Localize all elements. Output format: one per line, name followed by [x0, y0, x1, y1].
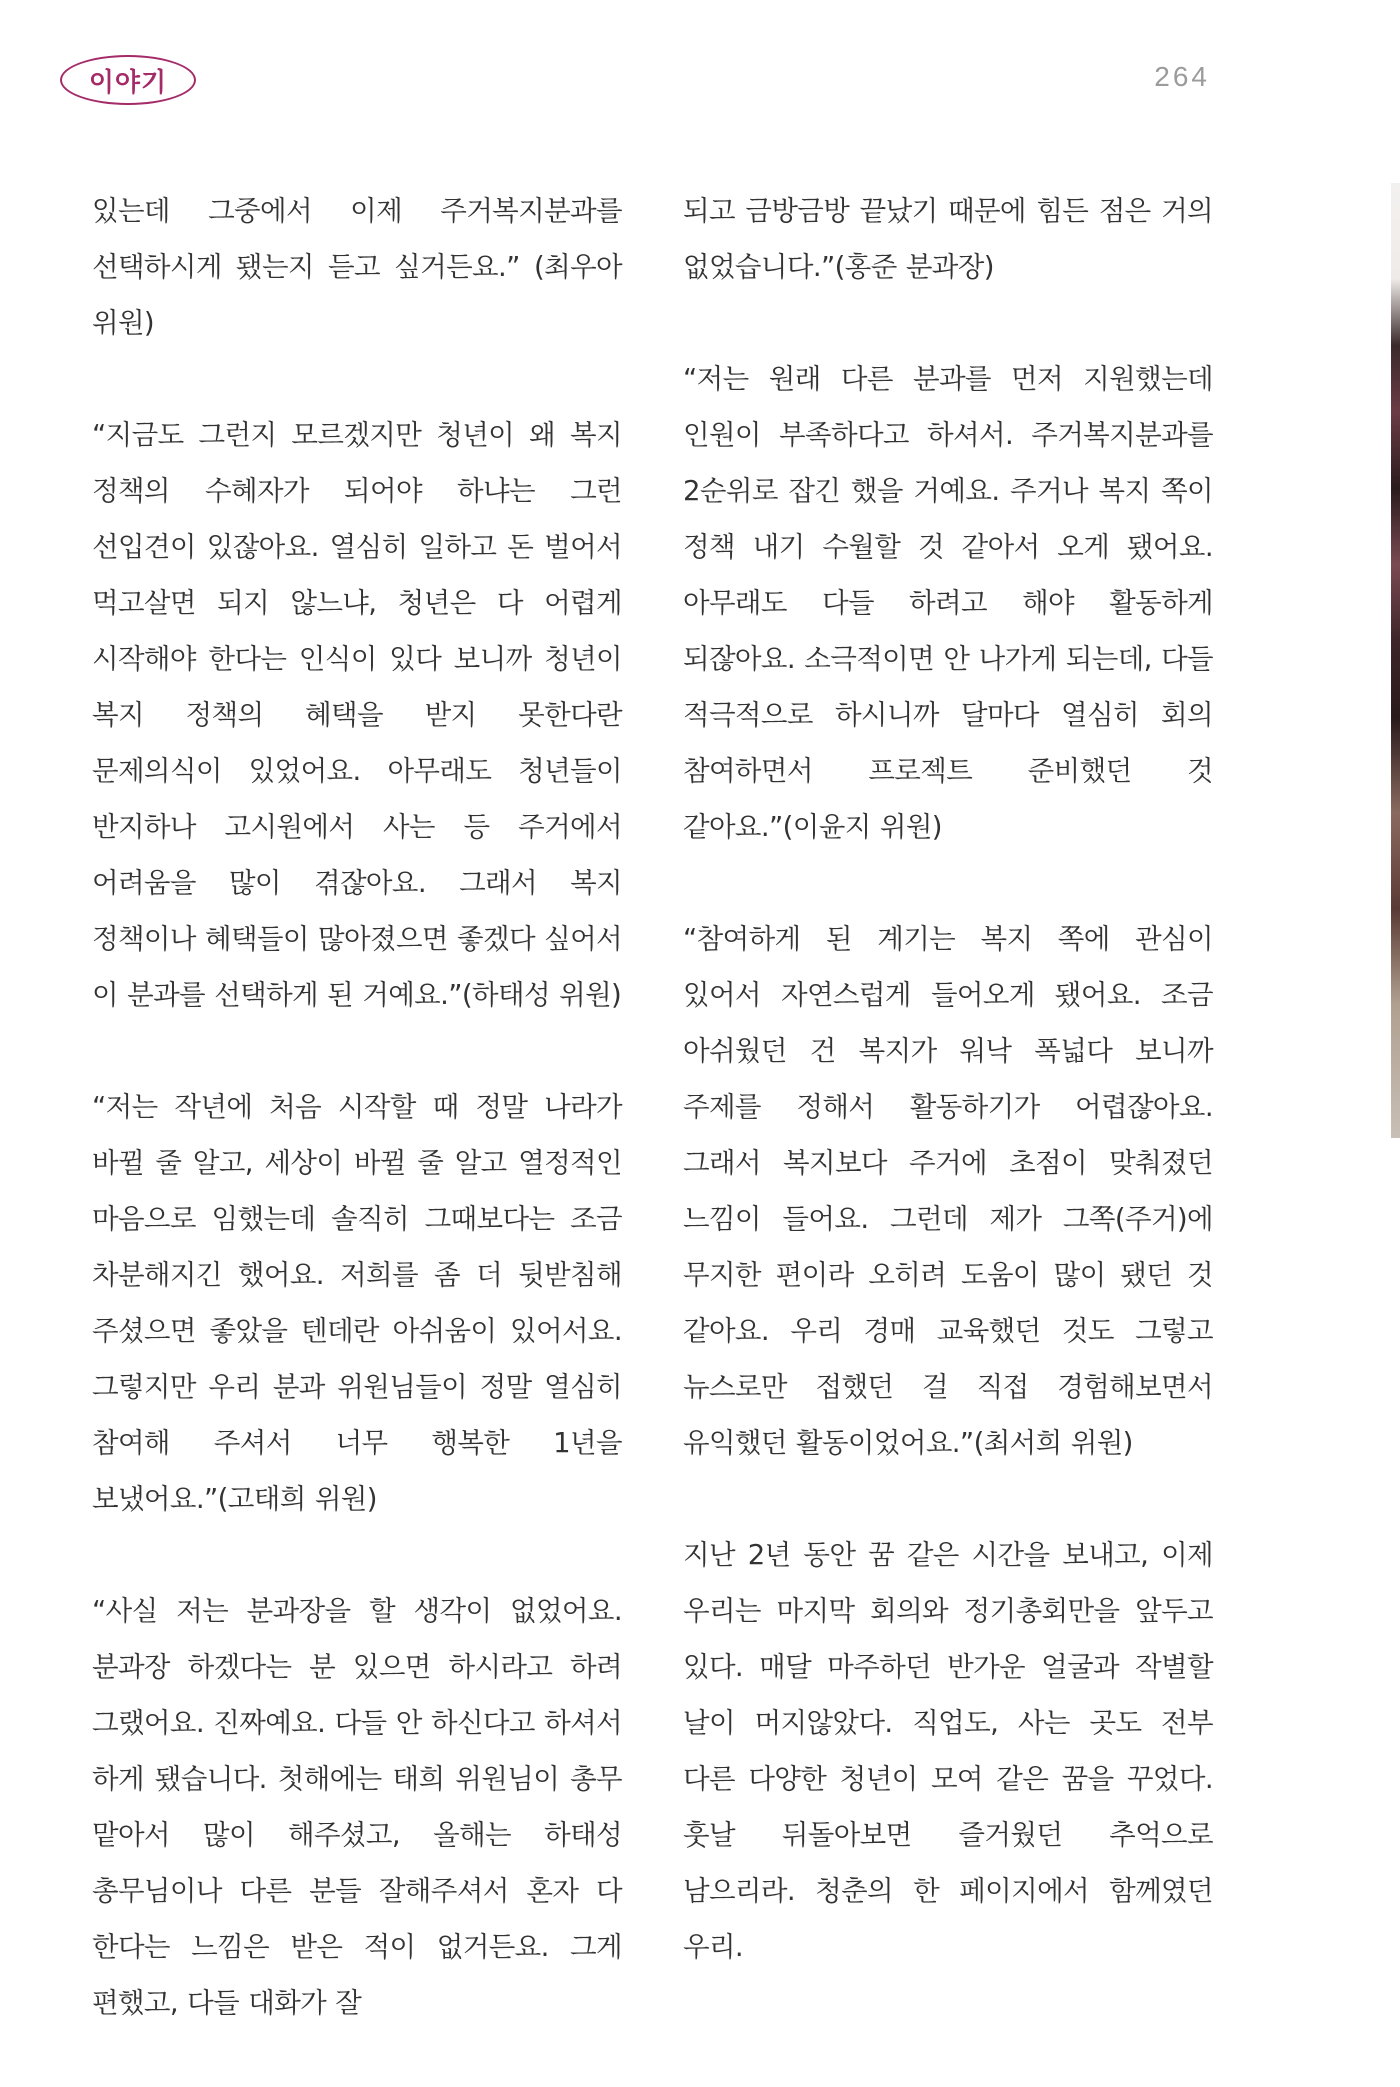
left-column [92, 183, 622, 2087]
paragraph: “참여하게 된 계기는 복지 쪽에 관심이 있어서 자연스럽게 들어오게 됐어요. 조금 아쉬웠던 건 복지가 워낙 폭넓다 보니까 주제를 정해서 활동하기가 어렵잖아요. 그래서 복지보다 주거에 초점이 맞춰졌던 느낌이 들어요. 그런데 제가 그쪽(주거)에 무지한 편이라 오히려 도움이 많이 됐던 것 같아요. 우리 경매 교육했던 것도 그렇고 뉴스로만 접했던 걸 직접 경험해보면서 유익했던 활동이었어요.”(최서희 위원) [683, 923, 1213, 1459]
paragraph: 있는데 그중에서 이제 주거복지분과를 선택하시게 됐는지 듣고 싶거든요.” (최우아 위원) [92, 195, 622, 339]
section-badge [60, 55, 196, 105]
paragraph: “저는 원래 다른 분과를 먼저 지원했는데 인원이 부족하다고 하셔서. 주거복지분과를 2순위로 잡긴 했을 거예요. 주거나 복지 쪽이 정책 내기 수월할 것 같아서 오게 됐어요. 아무래도 다들 하려고 해야 활동하게 되잖아요. 소극적이면 안 나가게 되는데, 다들 적극적으로 하시니까 달마다 열심히 회의 참여하면서 프로젝트 준비했던 것 같아요.”(이윤지 위원) [683, 363, 1213, 843]
paragraph: “지금도 그런지 모르겠지만 청년이 왜 복지 정책의 수혜자가 되어야 하냐는 그런 선입견이 있잖아요. 열심히 일하고 돈 벌어서 먹고살면 되지 않느냐, 청년은 다 어렵게 시작해야 한다는 인식이 있다 보니까 청년이 복지 정책의 혜택을 받지 못한다란 문제의식이 있었어요. 아무래도 청년들이 반지하나 고시원에서 사는 등 주거에서 어려움을 많이 겪잖아요. 그래서 복지 정책이나 혜택들이 많아졌으면 좋겠다 싶어서 이 분과를 선택하게 된 거예요.”(하태성 위원) [92, 419, 622, 1011]
page-number: 264 [1154, 61, 1210, 92]
paragraph: 되고 금방금방 끝났기 때문에 힘든 점은 거의 없었습니다.”(홍준 분과장) [683, 195, 1213, 283]
adjacent-page-photo-edge [1391, 183, 1400, 1138]
paragraph: “저는 작년에 처음 시작할 때 정말 나라가 바뀔 줄 알고, 세상이 바뀔 줄 알고 열정적인 마음으로 임했는데 솔직히 그때보다는 조금 차분해지긴 했어요. 저희를 좀 더 뒷받침해 주셨으면 좋았을 텐데란 아쉬움이 있어서요. 그렇지만 우리 분과 위원님들이 정말 열심히 참여해 주셔서 너무 행복한 1년을 보냈어요.”(고태희 위원) [92, 1091, 622, 1515]
paragraph: “사실 저는 분과장을 할 생각이 없었어요. 분과장 하겠다는 분 있으면 하시라고 하려 그랬어요. 진짜예요. 다들 안 하신다고 하셔서 하게 됐습니다. 첫해에는 태희 위원님이 총무 맡아서 많이 해주셨고, 올해는 하태성 총무님이나 다른 분들 잘해주셔서 혼자 다 한다는 느낌은 받은 적이 없거든요. 그게 편했고, 다들 대화가 잘 [92, 1595, 622, 2019]
section-badge-label: 이야기 [88, 67, 168, 98]
paragraph: 지난 2년 동안 꿈 같은 시간을 보내고, 이제 우리는 마지막 회의와 정기총회만을 앞두고 있다. 매달 마주하던 반가운 얼굴과 작별할 날이 머지않았다. 직업도, 사는 곳도 전부 다른 다양한 청년이 모여 같은 꿈을 꾸었다. 훗날 뒤돌아보면 즐거웠던 추억으로 남으리라. 청춘의 한 페이지에서 함께였던 우리. [683, 1539, 1213, 1963]
right-column [683, 183, 1213, 2031]
